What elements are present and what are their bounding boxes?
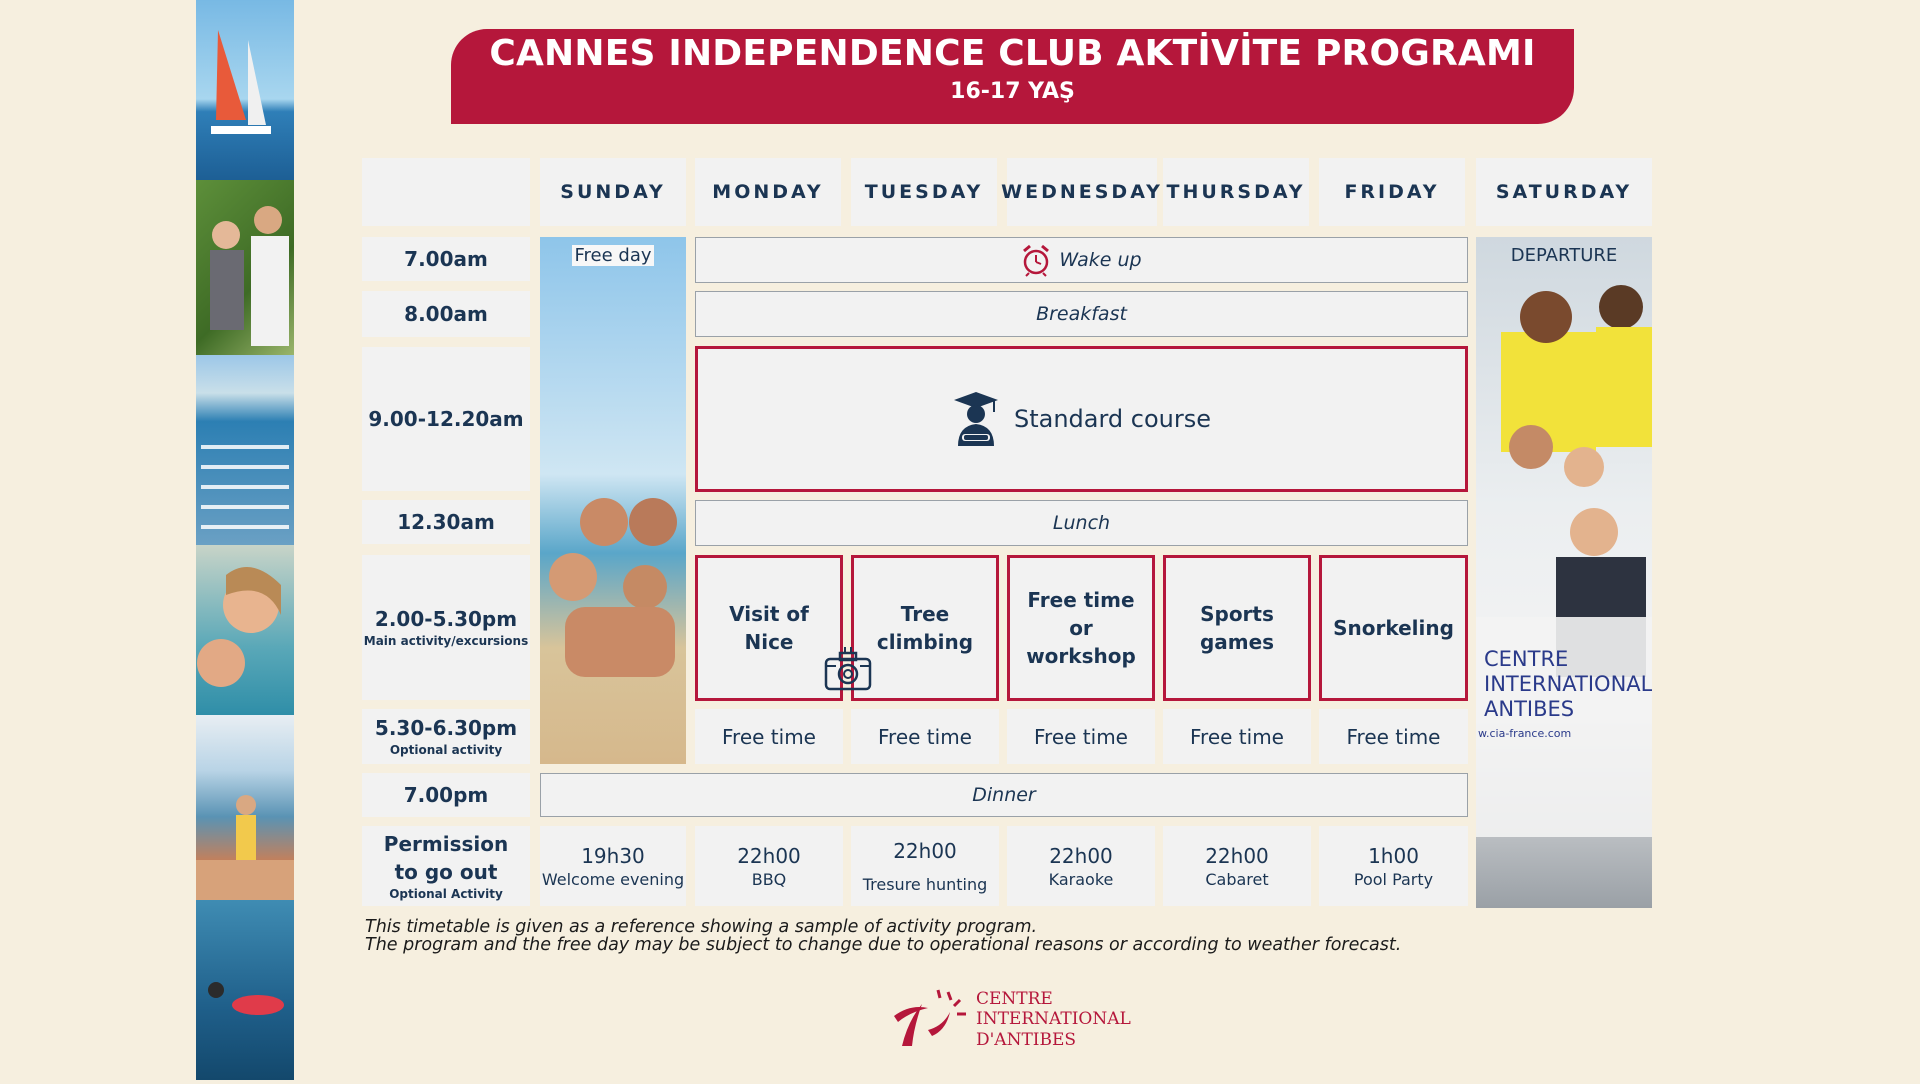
free-time-label: Free time — [722, 724, 816, 749]
evening-time: 19h30 — [581, 843, 645, 868]
time-slot — [362, 237, 530, 281]
time-label: 9.00-12.20am — [368, 407, 524, 431]
activity-thursday — [1163, 555, 1311, 701]
free-time-label: Free time — [1034, 724, 1128, 749]
time-slot — [362, 826, 530, 906]
evening-name: Karaoke — [1048, 869, 1114, 889]
time-slot — [362, 555, 530, 700]
free-time-wednesday — [1007, 709, 1155, 764]
lunch-label: Lunch — [1052, 512, 1111, 534]
departure-label: DEPARTURE — [1510, 245, 1618, 266]
photo-friends — [196, 180, 294, 355]
activity-label: Visit of Nice — [729, 602, 809, 654]
time-slot — [362, 709, 530, 764]
time-slot — [362, 500, 530, 544]
activity-monday — [695, 555, 843, 701]
free-time-tuesday — [851, 709, 999, 764]
free-time-thursday — [1163, 709, 1311, 764]
free-time-label: Free time — [1190, 724, 1284, 749]
wake-up-label: Wake up — [1059, 249, 1142, 271]
free-time-label: Free time — [878, 724, 972, 749]
evening-wednesday — [1007, 826, 1155, 906]
evening-time: 22h00 — [893, 838, 957, 863]
logo-line: CENTRE — [976, 989, 1053, 1009]
photo-snorkeling — [196, 900, 294, 1080]
day-header-wednesday: WEDNESDAY — [1007, 158, 1157, 226]
activity-label: Tree climbing — [876, 602, 974, 654]
dinner-label: Dinner — [972, 784, 1036, 806]
evening-tuesday — [851, 826, 999, 906]
footnote-line: The program and the free day may be subject to change due to operational reasons or according to weather forecast. — [365, 935, 1402, 956]
time-slot — [362, 347, 530, 491]
alarm-clock-icon — [1021, 243, 1051, 277]
time-sublabel: Main activity/excursions — [363, 634, 529, 648]
footnote — [365, 918, 1401, 955]
evening-name: Pool Party — [1353, 869, 1434, 889]
logo-line: D'ANTIBES — [976, 1029, 1077, 1050]
breakfast-row — [695, 291, 1468, 337]
photo-strip — [196, 0, 294, 1080]
logo-line: INTERNATIONAL — [976, 1009, 1131, 1030]
van-logo-text: CENTRE INTERNATIONAL ANTIBES — [1484, 647, 1652, 722]
day-header-friday: FRIDAY — [1319, 158, 1465, 226]
activity-label: Snorkeling — [1333, 616, 1454, 640]
activity-friday — [1319, 555, 1468, 701]
camera-icon-wrap — [823, 646, 873, 692]
breakfast-label: Breakfast — [1036, 303, 1127, 325]
evening-name: BBQ — [751, 869, 787, 889]
lunch-row — [695, 500, 1468, 546]
standard-course-block — [695, 346, 1468, 492]
saturday-photo — [1476, 237, 1652, 908]
time-sublabel: Optional Activity — [389, 886, 503, 901]
free-day-label: Free day — [574, 245, 652, 266]
evening-thursday — [1163, 826, 1311, 906]
time-sublabel: Optional activity — [389, 743, 503, 757]
photo-marina — [196, 355, 294, 545]
cia-logo-mark — [888, 986, 970, 1050]
time-label: 7.00am — [404, 247, 488, 271]
day-header-saturday: SATURDAY — [1476, 158, 1652, 226]
time-label: 8.00am — [404, 302, 488, 326]
time-slot — [362, 291, 530, 337]
time-label: 7.00pm — [403, 783, 489, 807]
day-header-thursday: THURSDAY — [1163, 158, 1309, 226]
wake-up-row — [695, 237, 1468, 283]
page-title: CANNES INDEPENDENCE CLUB AKTİVİTE PROGRAMI — [489, 33, 1536, 74]
evening-name: Cabaret — [1205, 869, 1269, 889]
van-url-text: w.cia-france.com — [1478, 727, 1572, 740]
time-label: 5.30-6.30pm — [374, 716, 518, 740]
sailboat-image — [196, 0, 294, 180]
day-header-sunday: SUNDAY — [540, 158, 686, 226]
photo-terrace — [196, 715, 294, 900]
departure-group-image — [1476, 237, 1652, 908]
evening-sunday — [540, 826, 686, 906]
dinner-row — [540, 773, 1468, 817]
time-label: 2.00-5.30pm — [374, 607, 518, 631]
time-label: Permission to go out — [383, 831, 509, 884]
corner-cell — [362, 158, 530, 226]
cia-logo-icon — [888, 986, 970, 1050]
time-slot — [362, 773, 530, 817]
evening-name: Welcome evening — [541, 869, 685, 889]
beach-group-image — [540, 237, 686, 764]
activity-wednesday — [1007, 555, 1155, 701]
cia-logo-text — [976, 989, 1131, 1050]
free-time-friday — [1319, 709, 1468, 764]
photo-sailing — [196, 0, 294, 180]
evening-monday — [695, 826, 843, 906]
graduate-icon — [952, 390, 1000, 448]
evening-time: 1h00 — [1368, 843, 1419, 868]
evening-time: 22h00 — [1205, 843, 1269, 868]
free-time-monday — [695, 709, 843, 764]
free-time-label: Free time — [1346, 724, 1441, 749]
day-header-monday: MONDAY — [695, 158, 841, 226]
evening-friday — [1319, 826, 1468, 906]
photo-pool-girls — [196, 545, 294, 715]
sunday-photo — [540, 237, 686, 764]
activity-tuesday — [851, 555, 999, 701]
evening-name: Tresure hunting — [862, 874, 988, 894]
evening-time: 22h00 — [1049, 843, 1113, 868]
time-label: 12.30am — [397, 510, 495, 534]
evening-time: 22h00 — [737, 843, 801, 868]
camera-icon — [823, 646, 873, 692]
activity-label: Sports games — [1199, 602, 1275, 654]
standard-course-label: Standard course — [1013, 405, 1212, 433]
activity-label: Free time or workshop — [1026, 588, 1136, 668]
footnote-line: This timetable is given as a reference showing a sample of activity program. — [365, 917, 1038, 937]
day-header-tuesday: TUESDAY — [851, 158, 997, 226]
page-subtitle: 16-17 YAŞ — [950, 79, 1075, 104]
header-banner — [451, 29, 1574, 124]
